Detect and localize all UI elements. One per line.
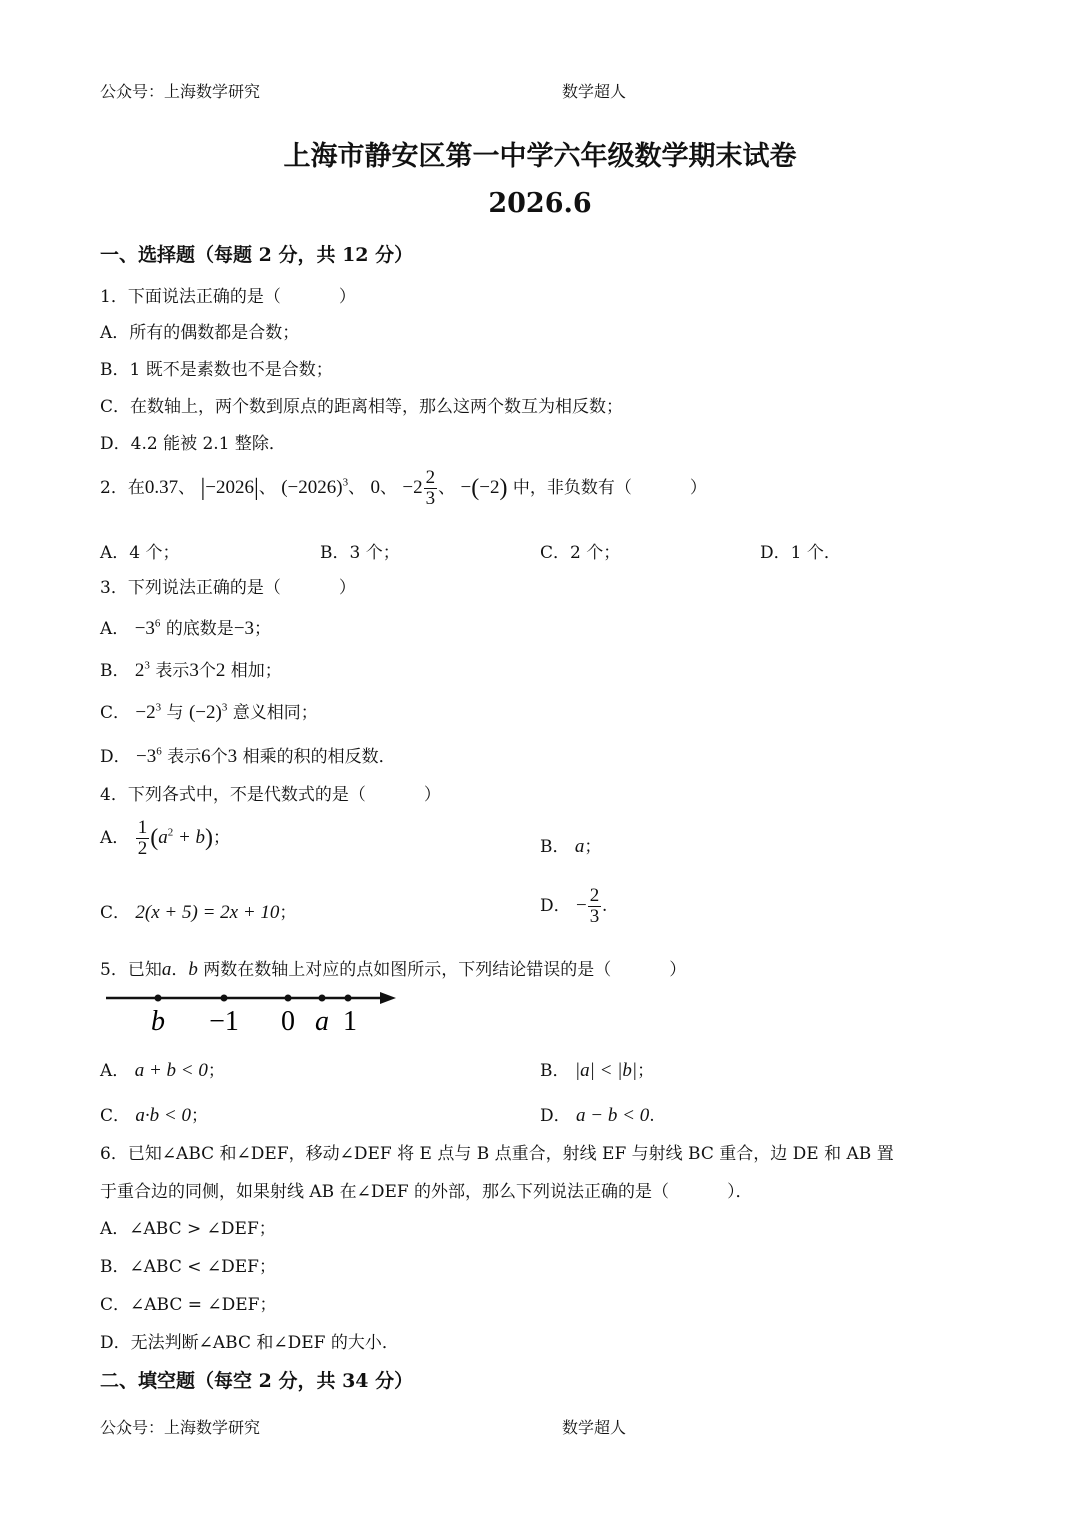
question-2-option-a: A．4 个； [100,543,180,563]
section-heading-fill-blank: 二、填空题（每空 2 分，共 34 分） [100,1370,414,1392]
section-heading-choice: 一、选择题（每题 2 分，共 12 分） [100,244,414,266]
footer-right: 数学超人 [562,1418,627,1437]
question-6-option-a: A．∠ABC > ∠DEF； [100,1219,276,1239]
question-3-option-b: B． $2^3$ 表示3个2 相加； [100,659,282,681]
question-1-option-a: A．所有的偶数都是合数； [100,323,300,343]
question-5-option-a: A． a + b < 0； [100,1060,225,1081]
absolute-value-expr: |−2026| [200,475,259,502]
question-2-stem: 2．在0.37、 |−2026|、 $(-2026)^3$、 0、 −2 $\frac{2}{3}$ 、 −(−2) 中，非负数有（ ） [100,467,707,509]
question-4-option-d: D． − $\frac{2}{3}$ . [540,885,608,927]
question-6-option-c: C．∠ABC = ∠DEF； [100,1295,277,1315]
axis-label-zero: 0 [281,1006,295,1037]
question-3-option-a: A． $-3^6$ 的底数是−3； [100,617,272,639]
point-b [155,995,162,1002]
question-1-option-b: B．1 既不是素数也不是合数； [100,360,333,380]
exam-date: 2026.6 [488,188,592,219]
axis-label-one: 1 [343,1006,357,1037]
mixed-fraction: $\frac{2}{3}$ [425,467,436,509]
point-one [345,995,352,1002]
number-line-figure [100,985,410,1037]
question-1-option-c: C．在数轴上，两个数到原点的距离相等，那么这两个数互为相反数； [100,397,624,417]
question-3-option-c: C． $-2^3$ 与 $(-2)^3$ 意义相同； [100,701,318,723]
question-5-stem: 5．已知a．b 两数在数轴上对应的点如图所示，下列结论错误的是（ ） [100,959,687,980]
question-6-stem-line-2: 于重合边的同侧，如果射线 AB 在∠DEF 的外部，那么下列说法正确的是（ ）． [100,1182,753,1202]
header-right: 数学超人 [562,82,627,101]
header-left: 公众号：上海数学研究 [100,82,261,101]
question-5-option-c: C． a·b < 0； [100,1105,208,1126]
footer-left: 公众号：上海数学研究 [100,1418,261,1437]
question-6-stem-line-1: 6．已知∠ABC 和∠DEF，移动∠DEF 将 E 点与 B 点重合，射线 EF 与射线 BC 重合，边 DE 和 AB 置 [100,1144,894,1164]
question-5-option-d: D． a − b < 0. [540,1105,655,1126]
question-4-stem: 4．下列各式中，不是代数式的是（ ） [100,785,441,805]
question-6-option-b: B．∠ABC < ∠DEF； [100,1257,276,1277]
question-4-option-a: A． $\frac{1}{2}$ $(a^2 + b)$； [100,817,231,859]
question-3-option-d: D． $-3^6$ 表示6个3 相乘的积的相反数． [100,745,396,767]
question-1-stem: 1．下面说法正确的是（ ） [100,287,356,307]
question-5-option-b: B． |a| < |b|； [540,1060,655,1081]
question-4-option-b: B． a； [540,836,602,857]
point-a [319,995,326,1002]
axis-label-a: a [315,1006,329,1037]
point-zero [285,995,292,1002]
number-line-arrow [380,992,396,1004]
question-3-stem: 3．下列说法正确的是（ ） [100,578,356,598]
axis-label-b: b [151,1006,165,1037]
question-4-option-c: C． 2(x + 5) = 2x + 10； [100,902,297,923]
page-title: 上海市静安区第一中学六年级数学期末试卷 [283,141,797,172]
axis-label-neg-one: −1 [209,1006,239,1037]
question-2-option-b: B．3 个； [320,543,400,563]
question-2-option-c: C．2 个； [540,543,621,563]
question-1-option-d: D．4.2 能被 2.1 整除． [100,434,286,454]
question-6-option-d: D．无法判断∠ABC 和∠DEF 的大小． [100,1333,399,1353]
point-neg-one [221,995,228,1002]
question-2-option-d: D．1 个． [760,543,841,563]
